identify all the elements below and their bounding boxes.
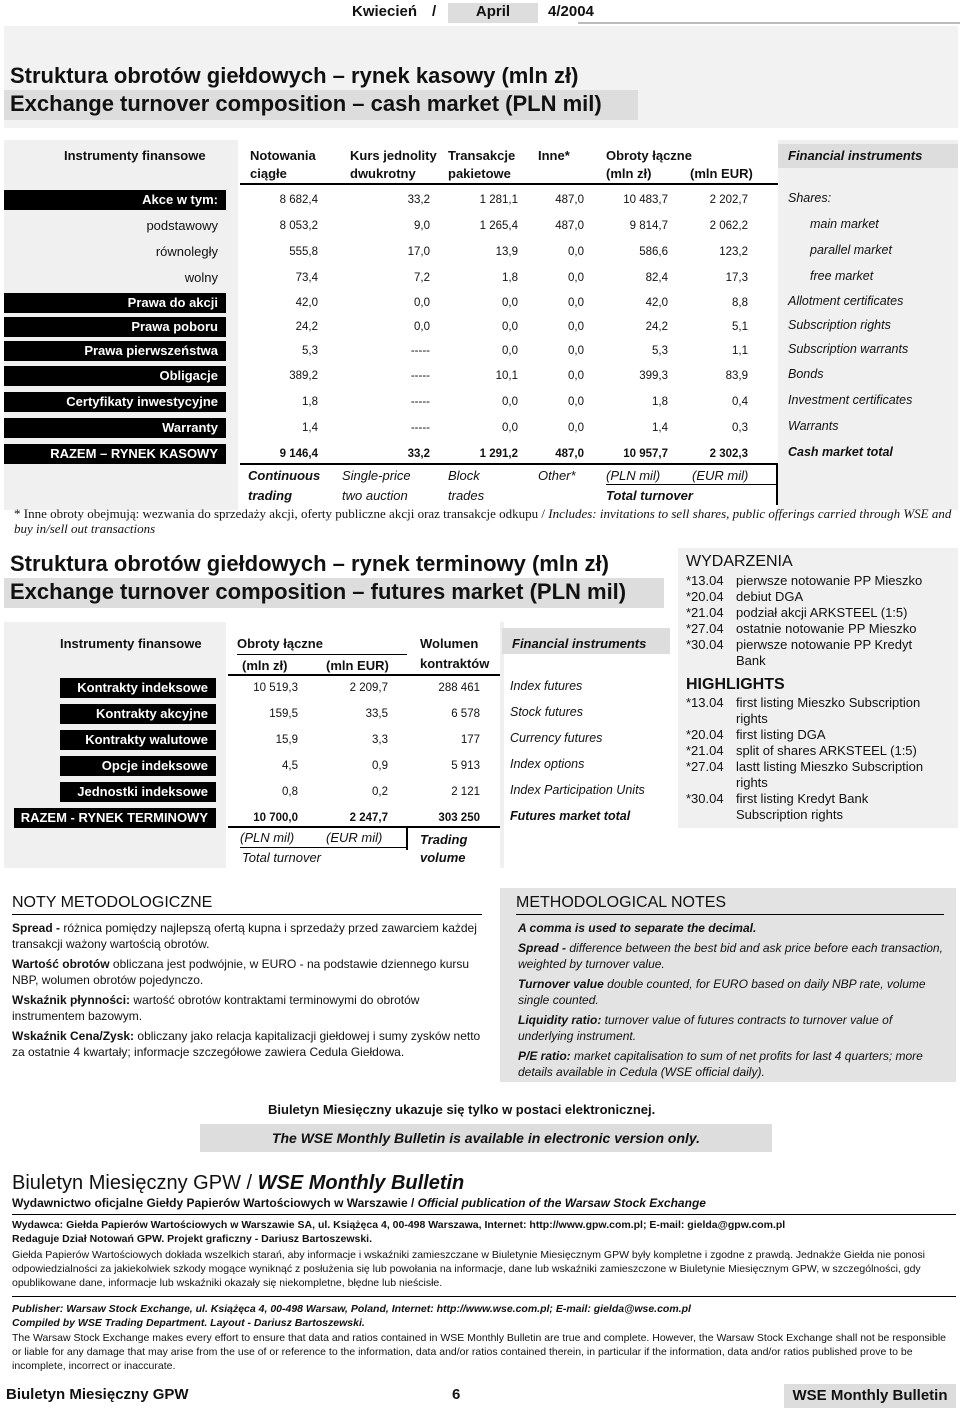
cash-cell: 0,0 — [502, 422, 518, 434]
cash-cell: 9 146,4 — [279, 448, 318, 460]
cash-head-c3b: pakietowe — [448, 166, 511, 181]
cash-row-label: Warranty — [4, 418, 226, 438]
cash-row-label: podstawowy — [146, 218, 218, 233]
fut-cell: 2 247,7 — [349, 812, 388, 824]
cash-cell: 1,4 — [302, 422, 318, 434]
imprint-rule1 — [12, 1214, 956, 1215]
cash-title-en: Exchange turnover composition – cash market (PLN mil) — [4, 90, 638, 120]
event-text: first listing Mieszko Subscription — [736, 695, 921, 710]
cash-cell: 5,3 — [652, 345, 668, 357]
fut-cell: 10 519,3 — [253, 682, 298, 694]
cash-cell: 42,0 — [645, 297, 668, 309]
cash-cell: 9,0 — [414, 220, 430, 232]
cash-cell: 1 281,1 — [479, 194, 518, 206]
imprint-title-en: WSE Monthly Bulletin — [257, 1172, 465, 1194]
fut-head-fin: Financial instruments — [512, 636, 647, 651]
fut-title-en: Exchange turnover composition – futures market (PLN mil) — [4, 578, 664, 608]
events-title-en: HIGHLIGHTS — [686, 676, 785, 693]
fut-foot-vrule — [406, 828, 408, 850]
cash-cell: 10,1 — [495, 370, 518, 382]
method-pl-term: Wskaźnik płynności: — [12, 993, 134, 1007]
cash-cell: 0,0 — [568, 246, 584, 258]
event-text-cont: Subscription rights — [736, 807, 843, 822]
fut-cell: 288 461 — [438, 682, 480, 694]
method-pl-term: Wskaźnik Cena/Zysk: — [12, 1029, 138, 1043]
fut-row-en: Index Participation Units — [510, 783, 645, 797]
events-title-pl: WYDARZENIA — [686, 553, 793, 570]
page-header — [0, 0, 960, 24]
cash-foot-f2a: Single-price — [342, 468, 411, 483]
cash-cell: 389,2 — [289, 370, 318, 382]
cash-head-c1b: ciągłe — [250, 166, 287, 181]
cash-head-c2a: Kurs jednolity — [350, 148, 437, 163]
imprint-e1: Publisher: Warsaw Stock Exchange, ul. Książęca 4, 00-498 Warsaw, Poland, Internet: http://www.wse.com.pl; E-mail: gielda@wse.com.pl — [12, 1303, 691, 1315]
cash-cell: 487,0 — [555, 220, 584, 232]
cash-row-en: free market — [810, 269, 874, 283]
cash-cell: 8 053,2 — [279, 220, 318, 232]
method-en-term: Turnover value — [518, 977, 608, 991]
cash-cell: 8,8 — [732, 297, 748, 309]
imprint-title — [12, 1172, 464, 1195]
cash-cell: 0,0 — [502, 345, 518, 357]
event-date: *27.04 — [686, 621, 724, 636]
fut-foot-rule — [228, 826, 500, 828]
fut-cell: 159,5 — [269, 708, 298, 720]
header-sep: / — [432, 3, 437, 20]
fut-row-label: Kontrakty akcyjne — [60, 704, 216, 724]
cash-foot-f7: Total turnover — [606, 488, 693, 503]
method-pl-term: Wartość obrotów — [12, 957, 113, 971]
cash-cell: 10 957,7 — [623, 448, 668, 460]
month-pl: Kwiecień — [352, 3, 418, 20]
cash-cell: 42,0 — [295, 297, 318, 309]
cash-cell: 33,2 — [407, 194, 430, 206]
event-date: *13.04 — [686, 695, 724, 710]
cash-cell: 0,0 — [502, 396, 518, 408]
event-text: debiut DGA — [736, 589, 804, 604]
cash-foot-f6: (EUR mil) — [692, 468, 749, 483]
cash-row-label: Akce w tym: — [4, 190, 226, 210]
fut-head-rule1 — [237, 654, 407, 655]
page-number: 6 — [452, 1386, 461, 1403]
fut-title-pl: Struktura obrotów giełdowych – rynek terminowy (mln zł) — [10, 551, 609, 576]
cash-row-label: RAZEM – RYNEK KASOWY — [4, 444, 226, 464]
cash-cell: 1,4 — [652, 422, 668, 434]
cash-cell: 17,0 — [407, 246, 430, 258]
cash-foot-f2b: two auction — [342, 488, 408, 503]
method-en-item — [518, 920, 948, 936]
cash-head-c4: Inne* — [538, 148, 570, 163]
fut-cell: 177 — [460, 734, 480, 746]
method-pl-rule — [12, 914, 482, 915]
event-date: *20.04 — [686, 727, 724, 742]
imprint-sub — [12, 1196, 706, 1210]
cash-foot-rule — [240, 463, 778, 465]
cash-cell: 0,4 — [732, 396, 748, 408]
cash-cell: 0,0 — [568, 422, 584, 434]
imprint-e2: Compiled by WSE Trading Department. Layout - Dariusz Bartoszewski. — [12, 1317, 365, 1329]
cash-foot-rule2 — [606, 484, 776, 485]
event-text-cont: rights — [736, 711, 768, 726]
cash-head-c2b: dwukrotny — [350, 166, 416, 181]
cash-cell: 0,0 — [414, 321, 430, 333]
imprint-sub-en: Official publication of the Warsaw Stock Exchange — [417, 1196, 706, 1210]
footer-left: Biuletyn Miesięczny GPW — [6, 1386, 189, 1403]
cash-cell: ----- — [410, 345, 430, 357]
event-text-cont: rights — [736, 775, 768, 790]
fut-cell: 6 578 — [451, 708, 480, 720]
fut-head-c2a: Wolumen — [420, 636, 479, 651]
cash-row-en: Cash market total — [788, 445, 893, 459]
fut-cell: 3,3 — [372, 734, 388, 746]
cash-cell: 487,0 — [555, 448, 584, 460]
method-pl-term: Spread - — [12, 921, 64, 935]
cash-row-en: Warrants — [788, 419, 839, 433]
event-text: pierwsze notowanie PP Kredyt — [736, 637, 913, 652]
cash-cell: 487,0 — [555, 194, 584, 206]
cash-cell: 1,8 — [652, 396, 668, 408]
imprint-e3: The Warsaw Stock Exchange makes every effort to ensure that data and ratios contained in WSE Monthly Bulletin are true and complete. However, the Warsaw Stock Exchange shall not be responsible or liable for any damage that may arise from the use of or reference to the information, data and/or ratios contained therein, in particular if the information, data and/or ratios published prove to be incomplete, incorrect or inaccurate. — [12, 1332, 947, 1372]
fut-foot-rule2 — [240, 847, 408, 848]
cash-row-en: main market — [810, 217, 879, 231]
method-en-term: Liquidity ratio: — [518, 1013, 605, 1027]
cash-cell: ----- — [410, 370, 430, 382]
fut-head-c1a: (mln zł) — [242, 658, 288, 673]
method-en-item — [518, 976, 948, 1008]
fut-row-label: Kontrakty walutowe — [60, 730, 216, 750]
imprint-title-pl: Biuletyn Miesięczny GPW / — [12, 1172, 258, 1194]
method-en-def: double counted, for EURO based on daily NBP rate, volume single counted. — [518, 977, 926, 1007]
cash-cell: 399,3 — [639, 370, 668, 382]
cash-foot-f3b: trades — [448, 488, 485, 503]
cash-title-pl: Struktura obrotów giełdowych – rynek kasowy (mln zł) — [10, 63, 579, 88]
cash-cell: 82,4 — [645, 272, 668, 284]
method-pl-def: wartość obrotów kontraktami terminowymi do obrotów instrumentem bazowym. — [12, 993, 420, 1023]
cash-cell: 1,8 — [502, 272, 518, 284]
cash-foot-vrule — [776, 465, 778, 505]
method-en-def: turnover value of futures contracts to turnover value of underlying instrument. — [518, 1013, 893, 1043]
fut-cell: 33,5 — [365, 708, 388, 720]
event-text: first listing Kredyt Bank — [736, 791, 869, 806]
cash-cell: 5,3 — [302, 345, 318, 357]
event-text: pierwsze notowanie PP Mieszko — [736, 573, 923, 588]
fut-foot-f2: (EUR mil) — [326, 830, 383, 845]
cash-head-c5: Obroty łączne — [606, 148, 692, 163]
cash-cell: 0,0 — [568, 396, 584, 408]
event-date: *21.04 — [686, 605, 724, 620]
fut-cell: 0,8 — [282, 786, 298, 798]
cash-row-label: Obligacje — [4, 366, 226, 386]
fut-head-instr: Instrumenty finansowe — [60, 636, 202, 651]
cash-foot-f1b: trading — [248, 488, 293, 503]
event-text: split of shares ARKSTEEL (1:5) — [736, 743, 917, 758]
cash-note — [14, 506, 954, 536]
cash-foot-f4: Other* — [538, 468, 576, 483]
fut-row-en: Futures market total — [510, 809, 631, 823]
event-text: lastt listing Mieszko Subscription — [736, 759, 924, 774]
cash-row-label: Prawa poboru — [4, 317, 226, 337]
fut-foot-f1: (PLN mil) — [240, 830, 295, 845]
fut-head-c1b: (mln EUR) — [326, 658, 389, 673]
cash-cell: 2 062,2 — [709, 220, 748, 232]
cash-cell: 33,2 — [407, 448, 430, 460]
method-title-en: METHODOLOGICAL NOTES — [516, 894, 727, 911]
method-en-list — [518, 920, 948, 1084]
event-date: *13.04 — [686, 573, 724, 588]
page-footer — [0, 1384, 960, 1408]
method-pl-item — [12, 1028, 482, 1060]
cash-cell: 1 291,2 — [479, 448, 518, 460]
cash-row-label: równoległy — [155, 244, 218, 259]
cash-note-pl: * Inne obroty obejmują: wezwania do sprzedaży akcji, oferty publiczne akcji oraz transakcje odkupu / — [14, 506, 549, 521]
fut-cell: 5 913 — [451, 760, 480, 772]
event-date: *30.04 — [686, 637, 724, 652]
imprint-l1: Wydawca: Giełda Papierów Wartościowych w Warszawie SA, ul. Książęca 4, 00-498 Warszawa, Internet: http://www.gpw.com.pl; E-mail: gielda@gpw.com.pl — [12, 1219, 786, 1231]
fut-row-label: Opcje indeksowe — [60, 756, 216, 776]
cash-row-label: Certyfikaty inwestycyjne — [4, 392, 226, 412]
electronic-pl: Biuletyn Miesięczny ukazuje się tylko w postaci elektronicznej. — [268, 1102, 656, 1117]
cash-row-en: Investment certificates — [788, 393, 913, 407]
cash-cell: ----- — [410, 396, 430, 408]
fut-cell: 0,9 — [372, 760, 388, 772]
method-title-pl: NOTY METODOLOGICZNE — [12, 894, 213, 911]
cash-foot-f3a: Block — [448, 468, 480, 483]
fut-row-en: Index options — [510, 757, 585, 771]
cash-head-rule — [240, 183, 778, 185]
fut-cell: 15,9 — [275, 734, 298, 746]
fut-foot-f4b: volume — [420, 850, 466, 865]
method-pl-def: obliczany jako relacja kapitalizacji giełdowej i sumy zysków netto za ostatnie 4 kwartały; informacje szczegółowe zawiera Cedula Giełdowa. — [12, 1029, 481, 1059]
method-en-def: market capitalisation to sum of net profits for last 4 quarters; more details available in Cedula (WSE official daily). — [518, 1049, 923, 1079]
cash-cell: 73,4 — [295, 272, 318, 284]
fut-cell: 10 700,0 — [253, 812, 298, 824]
header-rule — [578, 22, 960, 24]
method-en-term: P/E ratio: — [518, 1049, 575, 1063]
imprint-rule2 — [12, 1296, 956, 1297]
event-text: first listing DGA — [736, 727, 826, 742]
method-pl-item — [12, 956, 482, 988]
cash-cell: 0,0 — [568, 272, 584, 284]
cash-cell: 555,8 — [289, 246, 318, 258]
cash-row-en: Bonds — [788, 367, 824, 381]
fut-row-en: Stock futures — [510, 705, 583, 719]
method-en-item — [518, 1048, 948, 1080]
cash-head-c3a: Transakcje — [448, 148, 516, 163]
cash-cell: 0,0 — [414, 297, 430, 309]
fut-head-c1: Obroty łączne — [237, 636, 323, 651]
fut-foot-f3: Total turnover — [242, 850, 322, 865]
cash-row-label: wolny — [184, 270, 218, 285]
cash-cell: 1 265,4 — [479, 220, 518, 232]
cash-row-en: Subscription rights — [788, 318, 891, 332]
cash-head-fin: Financial instruments — [788, 148, 923, 163]
cash-cell: 24,2 — [645, 321, 668, 333]
cash-cell: 0,0 — [502, 321, 518, 333]
method-pl-def: obliczana jest podwójnie, w EURO - na podstawie dziennego kursu NBP, wolumen obrotów pojedynczo. — [12, 957, 470, 987]
cash-cell: 24,2 — [295, 321, 318, 333]
method-en-item — [518, 1012, 948, 1044]
method-en-term: Spread - — [518, 941, 570, 955]
fut-row-en: Currency futures — [510, 731, 603, 745]
fut-row-label: Jednostki indeksowe — [60, 782, 216, 802]
cash-cell: 1,1 — [732, 345, 748, 357]
method-en-def: difference between the best bid and ask price before each transaction, weighted by turnover value. — [518, 941, 943, 971]
month-en: April — [448, 3, 538, 23]
imprint-l3: Giełda Papierów Wartościowych dokłada wszelkich starań, aby informacje i wskaźniki zamieszczane w Biuletynie Miesięcznym GPW były kompletne i zgodne z prawdą. Jednakże Giełda nie ponosi odpowiedzialności za jakiekolwiek szkody mogące wyniknąć z posłużenia się lub powołania na informacje, dane lub wskaźniki zamieszczone w Biuletynie Miesięcznym GPW, w szczególności, gdy opublikowane dane, informacje lub wskaźniki okazały się niekompletne, błędne lub nieścisłe. — [12, 1249, 925, 1289]
cash-foot-f5: (PLN mil) — [606, 468, 661, 483]
cash-cell: 0,0 — [568, 297, 584, 309]
fut-row-label: RAZEM - RYNEK TERMINOWY — [14, 808, 216, 828]
event-date: *21.04 — [686, 743, 724, 758]
cash-cell: 586,6 — [639, 246, 668, 258]
cash-row-label: Prawa do akcji — [4, 293, 226, 313]
cash-head-c5b: (mln EUR) — [690, 166, 753, 181]
fut-cell: 2 121 — [451, 786, 480, 798]
method-en-term: A comma is used to separate the decimal. — [518, 921, 757, 935]
fut-cell: 2 209,7 — [349, 682, 388, 694]
fut-row-label: Kontrakty indeksowe — [60, 678, 216, 698]
method-pl-item — [12, 992, 482, 1024]
footer-right: WSE Monthly Bulletin — [784, 1384, 956, 1408]
cash-cell: 0,0 — [568, 345, 584, 357]
method-pl-item — [12, 920, 482, 952]
cash-cell: 9 814,7 — [629, 220, 668, 232]
cash-row-en: parallel market — [810, 243, 892, 257]
fut-cell: 0,2 — [372, 786, 388, 798]
cash-head-instr: Instrumenty finansowe — [64, 148, 206, 163]
cash-head-c1a: Notowania — [250, 148, 316, 163]
event-text-cont: Bank — [736, 653, 766, 668]
imprint-sub-pl: Wydawnictwo oficjalne Giełdy Papierów Wartościowych w Warszawie / — [12, 1196, 418, 1210]
cash-cell: 7,2 — [414, 272, 430, 284]
method-pl-def: różnica pomiędzy najlepszą ofertą kupna i sprzedaży przed zawarciem każdej transakcji ważony wartością obrotów. — [12, 921, 477, 951]
method-en-item — [518, 940, 948, 972]
fut-head-c2b: kontraktów — [420, 656, 490, 671]
cash-cell: 0,3 — [732, 422, 748, 434]
cash-note-en: Includes: invitations to sell shares, public offerings carried through WSE and buy in/sell out transactions — [14, 506, 952, 536]
electronic-en: The WSE Monthly Bulletin is available in electronic version only. — [200, 1124, 772, 1152]
cash-cell: 1,8 — [302, 396, 318, 408]
cash-cell: 123,2 — [719, 246, 748, 258]
cash-cell: 2 302,3 — [709, 448, 748, 460]
fut-cell: 4,5 — [282, 760, 298, 772]
cash-cell: 17,3 — [725, 272, 748, 284]
method-en-rule — [516, 914, 944, 915]
cash-row-en: Shares: — [788, 191, 832, 205]
event-date: *30.04 — [686, 791, 724, 806]
cash-foot-f1a: Continuous — [248, 468, 321, 483]
issue-number: 4/2004 — [548, 3, 594, 20]
cash-row-label: Prawa pierwszeństwa — [4, 341, 226, 361]
fut-head-rule2 — [228, 674, 500, 676]
cash-cell: 8 682,4 — [279, 194, 318, 206]
cash-cell: 2 202,7 — [709, 194, 748, 206]
cash-cell: 0,0 — [568, 321, 584, 333]
imprint-l2: Redaguje Dział Notowań GPW. Projekt graficzny - Dariusz Bartoszewski. — [12, 1233, 372, 1245]
event-text: ostatnie notowanie PP Mieszko — [736, 621, 917, 636]
fut-foot-f4a: Trading — [420, 832, 468, 847]
cash-cell: 0,0 — [502, 297, 518, 309]
cash-cell: 10 483,7 — [623, 194, 668, 206]
fut-cell: 303 250 — [438, 812, 480, 824]
cash-cell: 83,9 — [725, 370, 748, 382]
cash-cell: 5,1 — [732, 321, 748, 333]
cash-cell: ----- — [410, 422, 430, 434]
cash-cell: 13,9 — [495, 246, 518, 258]
method-pl-list — [12, 920, 482, 1064]
fut-row-en: Index futures — [510, 679, 583, 693]
cash-cell: 0,0 — [568, 370, 584, 382]
event-date: *20.04 — [686, 589, 724, 604]
cash-row-en: Subscription warrants — [788, 342, 909, 356]
event-text: podział akcji ARKSTEEL (1:5) — [736, 605, 908, 620]
cash-row-en: Allotment certificates — [788, 294, 904, 308]
cash-head-c5a: (mln zł) — [606, 166, 652, 181]
event-date: *27.04 — [686, 759, 724, 774]
